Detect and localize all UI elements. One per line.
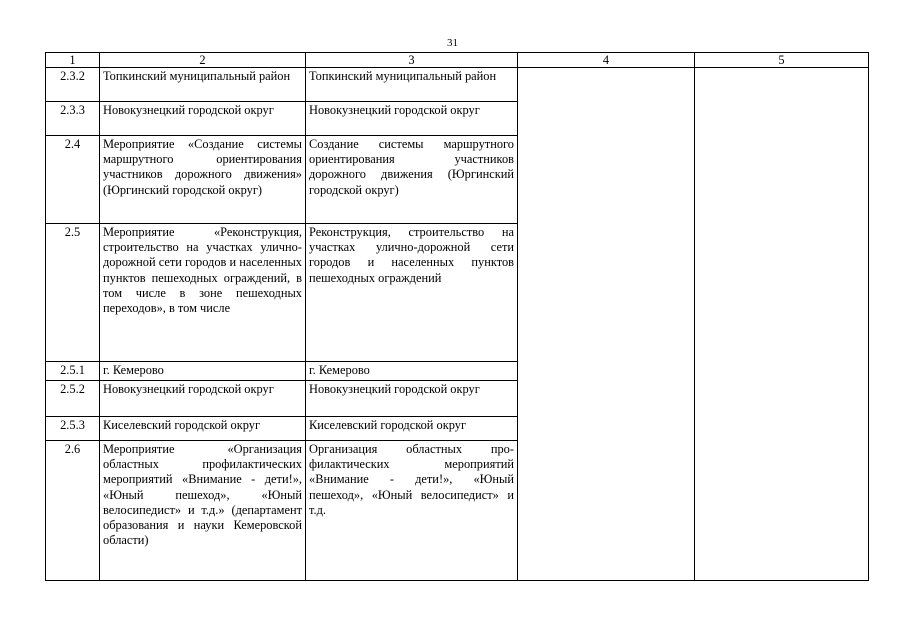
column-4-cell [518, 68, 695, 581]
measure-name: Новокузнецкий городской округ [100, 102, 306, 136]
row-number: 2.4 [46, 136, 100, 224]
measure-name: Мероприятие «Создание системы маршрутного ориентирования участников дорожного движения» (Юргинский городской округ) [100, 136, 306, 224]
page-number: 31 [447, 37, 458, 49]
column-header-2: 2 [100, 53, 306, 68]
column-5-cell [695, 68, 869, 581]
column-header-5: 5 [695, 53, 869, 68]
column-header-4: 4 [518, 53, 695, 68]
measure-name: Мероприятие «Организация областных профилактических мероприятий «Внимание - дети!», «Юный пешеход», «Юный велосипедист» и т.д.» (департамент образования и науки Кемеровской области) [100, 441, 306, 581]
row-number: 2.6 [46, 441, 100, 581]
row-number: 2.5 [46, 224, 100, 362]
row-number: 2.5.3 [46, 417, 100, 441]
row-number: 2.5.2 [46, 381, 100, 417]
measure-result: Реконструкция, строительство на участках улично-дорожной сети городов и населенных пунктов пешеходных ограждений [306, 224, 518, 362]
column-header-3: 3 [306, 53, 518, 68]
measure-result: г. Кемерово [306, 362, 518, 381]
measure-name: Новокузнецкий городской округ [100, 381, 306, 417]
measure-result: Создание системы маршрутного ориентирования участников дорожного движения (Юргинский городской округ) [306, 136, 518, 224]
measure-result: Организация областных профилактических мероприятий «Внимание - дети!», «Юный пешеход», «Юный велосипедист» и т.д. [306, 441, 518, 581]
measure-name: Топкинский муниципальный район [100, 68, 306, 102]
measure-name: Мероприятие «Реконструкция, строительство на участках улично-дорожной сети городов и населенных пунктов пешеходных ограждений, в том числе в зоне пешеходных переходов», в том числе [100, 224, 306, 362]
measure-name: г. Кемерово [100, 362, 306, 381]
measure-result: Топкинский муниципальный район [306, 68, 518, 102]
table-row [46, 68, 869, 102]
measure-result: Новокузнецкий городской округ [306, 381, 518, 417]
measure-result: Киселевский городской округ [306, 417, 518, 441]
row-number: 2.3.3 [46, 102, 100, 136]
measure-result: Новокузнецкий городской округ [306, 102, 518, 136]
measures-table [45, 52, 869, 581]
table-header-row [46, 53, 869, 68]
row-number: 2.3.2 [46, 68, 100, 102]
row-number: 2.5.1 [46, 362, 100, 381]
column-header-1: 1 [46, 53, 100, 68]
measure-name: Киселевский городской округ [100, 417, 306, 441]
